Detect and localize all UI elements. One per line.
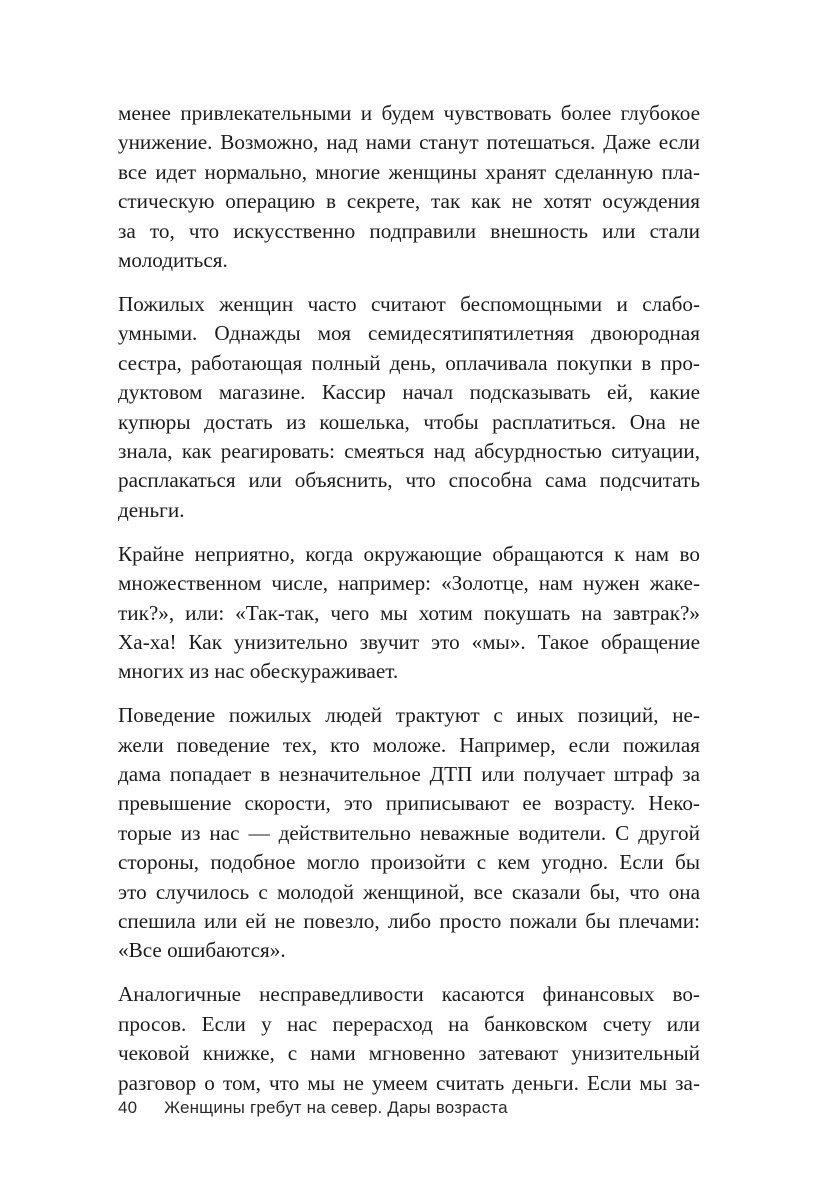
text-line: тик?», или: «Так-так, чего мы хотим покушать на завтрак?» — [118, 600, 700, 625]
paragraph-5 — [118, 980, 700, 1098]
text-line: купюры достать из кошелька, чтобы расплатиться. Она не — [118, 409, 700, 434]
text-line: жели поведение тех, кто моложе. Например, если пожилая — [118, 732, 700, 757]
paragraph-4 — [118, 701, 700, 966]
text-line: Аналогичные несправедливости касаются финансовых во- — [118, 982, 700, 1007]
page-footer — [118, 1098, 508, 1118]
body-text — [118, 99, 700, 1113]
text-line: Крайне неприятно, когда окружающие обращаются к нам во — [118, 541, 700, 566]
text-line: разговор о том, что мы не умеем считать деньги. Если мы за- — [118, 1070, 700, 1095]
text-line: знала, как реагировать: смеяться над абсурдностью ситуации, — [118, 438, 700, 463]
paragraph-3 — [118, 540, 700, 687]
text-line: дама попадает в незначительное ДТП или получает штраф за — [118, 762, 700, 787]
running-title: Женщины гребут на север. Дары возраста — [164, 1098, 508, 1117]
text-line: стическую операцию в секрете, так как не хотят осуждения — [118, 189, 700, 214]
paragraph-2 — [118, 290, 700, 525]
text-line: унижение. Возможно, над нами станут потешаться. Даже если — [118, 130, 700, 155]
text-line: многих из нас обескураживает. — [118, 659, 399, 684]
text-line: за то, что искусственно подправили внешность или стали — [118, 218, 700, 243]
page-number: 40 — [118, 1098, 138, 1117]
text-line: расплакаться или объяснить, что способна сама подсчитать — [118, 468, 700, 493]
text-line: просов. Если у нас перерасход на банковском счету или — [118, 1011, 700, 1036]
text-line: это случилось с молодой женщиной, все сказали бы, что она — [118, 879, 700, 904]
text-line: стороны, подобное могло произойти с кем угодно. Если бы — [118, 850, 700, 875]
text-line: сестра, работающая полный день, оплачивала покупки в про- — [118, 350, 700, 375]
text-line: Поведение пожилых людей трактуют с иных позиций, не- — [118, 703, 700, 728]
text-line: множественном числе, например: «Золотце, нам нужен жаке- — [118, 571, 700, 596]
text-line: менее привлекательными и будем чувствовать более глубокое — [118, 101, 700, 125]
text-line: Пожилых женщин часто считают беспомощными и слабо- — [118, 291, 700, 316]
text-line: деньги. — [118, 497, 185, 522]
text-line: умными. Однажды моя семидесятипятилетняя двоюродная — [118, 321, 700, 346]
text-line: «Все ошибаются». — [118, 938, 286, 963]
text-line: молодиться. — [118, 248, 228, 273]
text-line: все идет нормально, многие женщины хранят сделанную пла- — [118, 159, 700, 184]
paragraph-1 — [118, 99, 700, 275]
text-line: превышение скорости, это приписывают ее возрасту. Неко- — [118, 791, 700, 816]
text-line: Ха-ха! Как унизительно звучит это «мы». Такое обращение — [118, 629, 700, 654]
text-line: спешила или ей не повезло, либо просто пожали бы плечами: — [118, 909, 700, 934]
text-line: дуктовом магазине. Кассир начал подсказывать ей, какие — [118, 380, 700, 405]
text-line: чековой книжке, с нами мгновенно затевают унизительный — [118, 1041, 700, 1066]
text-line: торые из нас — действительно неважные водители. С другой — [118, 820, 700, 845]
